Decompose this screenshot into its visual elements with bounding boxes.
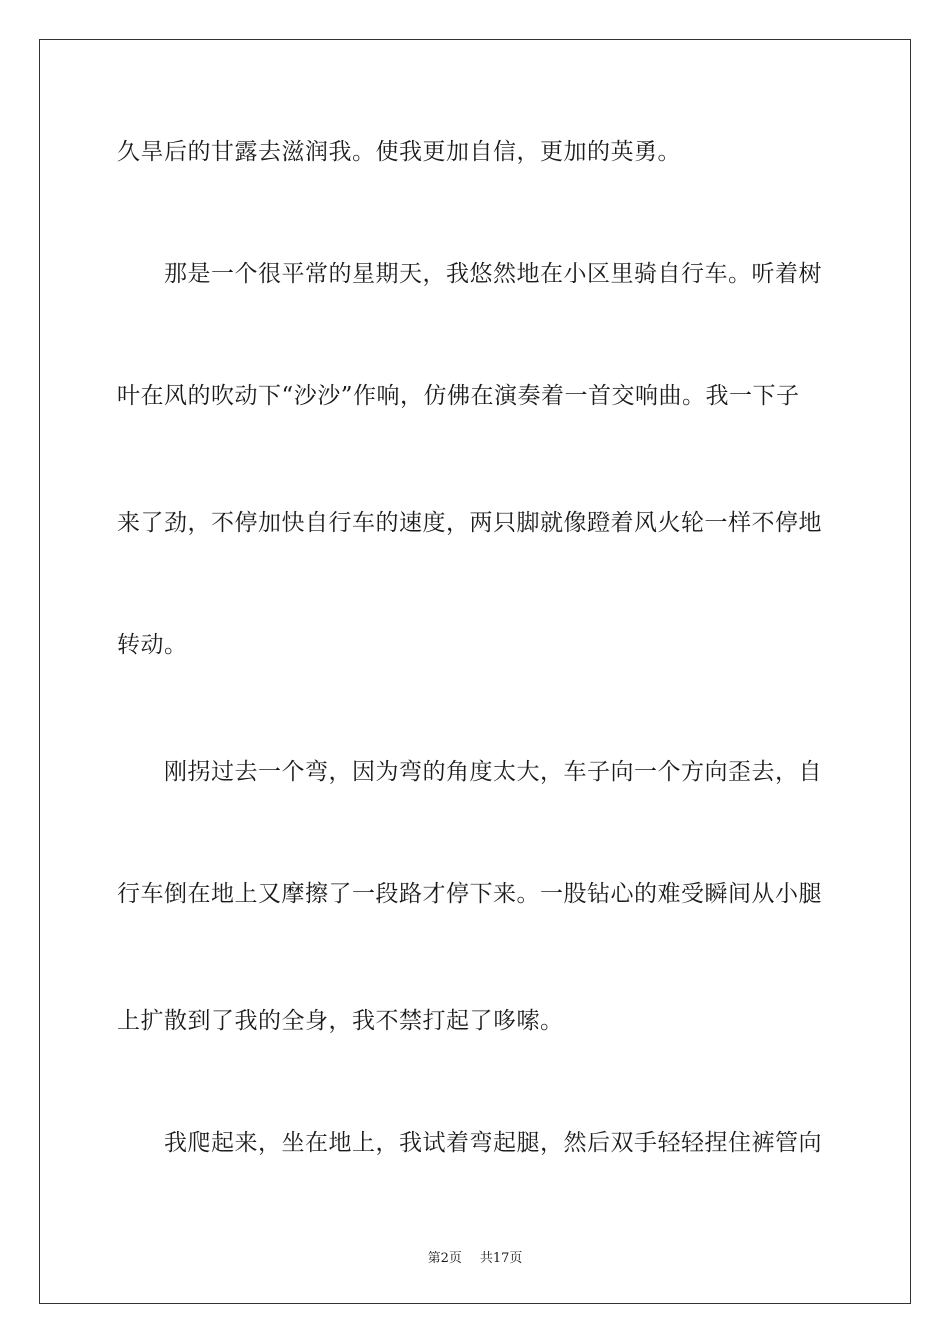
paragraph-line: 行车倒在地上又摩擦了一段路才停下来。一股钻心的难受瞬间从小腿 [117, 881, 822, 907]
paragraph-line: 我爬起来，坐在地上，我试着弯起腿，然后双手轻轻捏住裤管向 [164, 1130, 822, 1156]
page-footer [0, 1247, 950, 1266]
paragraph-line: 久旱后的甘露去滋润我。使我更加自信，更加的英勇。 [117, 139, 681, 165]
paragraph-line: 叶在风的吹动下“沙沙”作响，仿佛在演奏着一首交响曲。我一下子 [117, 383, 800, 409]
paragraph-line: 转动。 [117, 632, 188, 658]
paragraph-line: 上扩散到了我的全身，我不禁打起了哆嗦。 [117, 1008, 564, 1034]
paragraph-line: 那是一个很平常的星期天，我悠然地在小区里骑自行车。听着树 [164, 261, 822, 287]
page-total: 共17页 [479, 1251, 523, 1266]
page-border [39, 39, 911, 1304]
paragraph-line: 来了劲，不停加快自行车的速度，两只脚就像蹬着风火轮一样不停地 [117, 510, 822, 536]
paragraph-line: 刚拐过去一个弯，因为弯的角度太大，车子向一个方向歪去，自 [164, 759, 822, 785]
page-number: 第2页 [427, 1251, 462, 1266]
